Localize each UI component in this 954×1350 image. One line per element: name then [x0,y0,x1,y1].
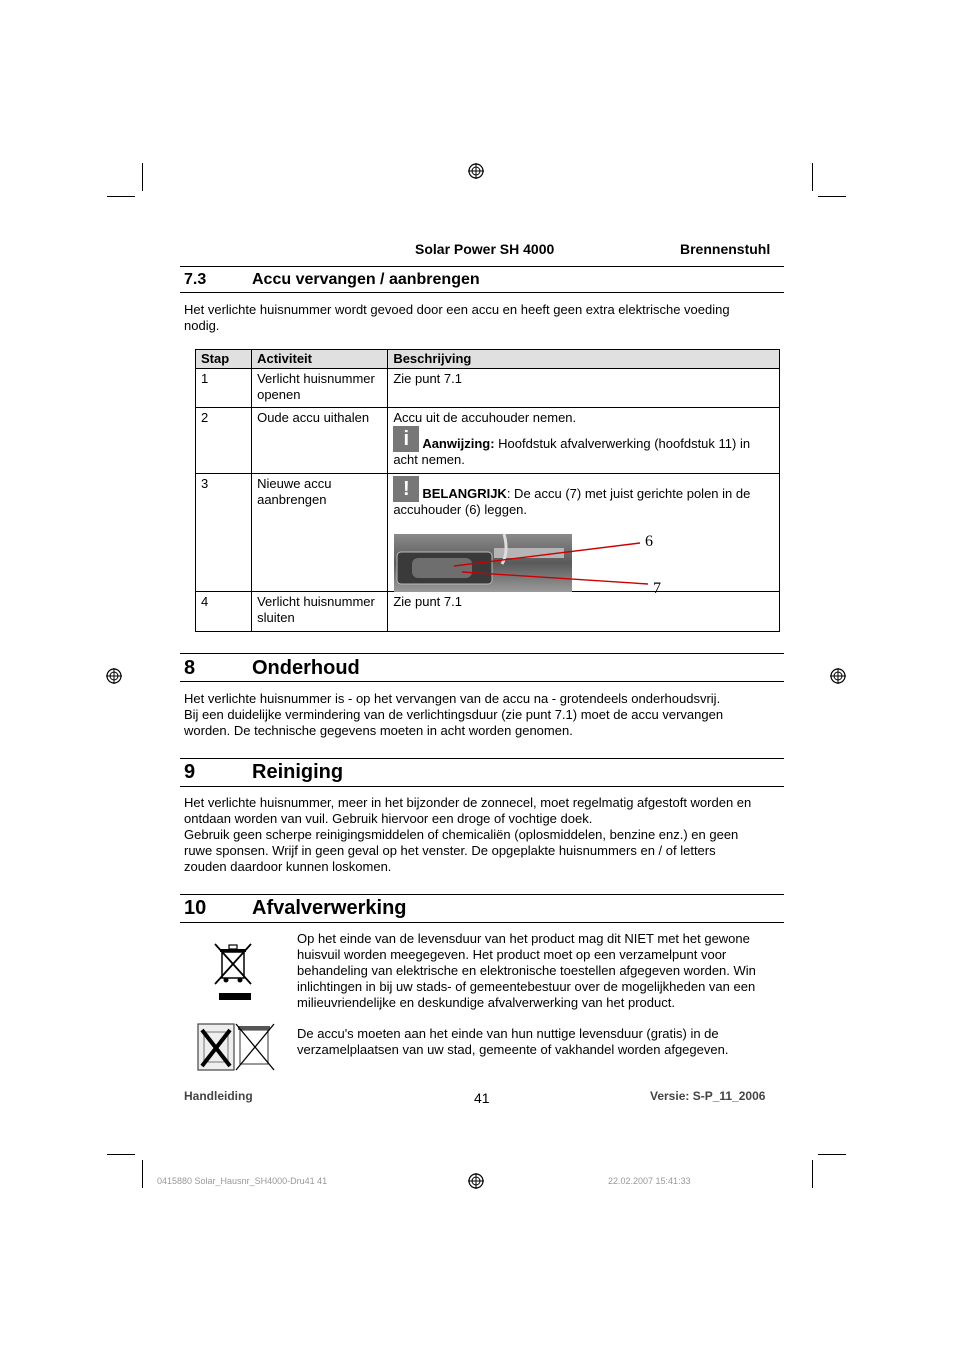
step-number: 4 [196,592,252,632]
section-rule [180,922,784,923]
table-row [196,592,780,632]
disposal-paragraph: Op het einde van de levensduur van het product mag dit NIET met het gewone huisvuil worden meegegeven. Het product moet op een verzamelpunt voor behandeling van elektrische en elektronische toestellen afgegeven worden. Win inlichtingen in bij uw stads- of gemeentebestuur over de mogelijkheden van een milieuvriendelijke en deskundige afvalverwerking van het product. [297,931,756,1010]
battery-disposal-paragraph: De accu's moeten aan het einde van hun nuttige levensduur (gratis) in de verzamelplaatsen van uw stad, gemeente of vakhandel worden afgegeven. [297,1026,729,1057]
weee-bin-icon [212,942,254,1002]
print-slug-timestamp: 22.02.2007 15:41:33 [608,1176,691,1186]
section-number: 7.3 [184,271,207,288]
table-header-cell: Beschrijving [388,350,780,369]
table-header-cell: Stap [196,350,252,369]
section-number: 10 [184,897,207,919]
footer-version: Versie: S-P_11_2006 [650,1089,766,1103]
note-text: : De accu (7) met juist gerichte polen in de accuhouder (6) leggen. [393,486,751,517]
step-number: 3 [196,474,252,592]
step-description: Accu uit de accuhouder nemen. i Aanwijzing: Hoofdstuk afvalverwerking (hoofdstuk 11) in acht nemen. [388,408,780,474]
callout-6-label: 6 [645,533,653,550]
section-title: Accu vervangen / aanbrengen [252,271,480,288]
note-label: BELANGRIJK [422,486,507,501]
section-rule [180,758,784,759]
warning-icon: ! [393,476,419,502]
note-label: Aanwijzing: [422,436,495,451]
section-title: Onderhoud [252,657,360,679]
step-activity: Verlicht huisnummer sluiten [252,592,388,632]
callout-7-label: 7 [653,580,661,597]
page-number: 41 [474,1090,490,1106]
header-brand: Brennenstuhl [680,241,771,257]
battery-photo [394,534,664,594]
section-rule [180,681,784,682]
registration-mark-icon [468,1173,484,1189]
crop-mark [818,1154,846,1155]
crop-mark [107,1154,135,1155]
crop-mark [818,196,846,197]
registration-mark-icon [106,668,122,684]
footer-manual: Handleiding [184,1089,253,1103]
table-row [196,408,780,474]
section-rule [180,894,784,895]
registration-mark-icon [468,163,484,179]
crop-mark [142,163,143,191]
header-rule [180,266,784,267]
print-slug: 0415880 Solar_Hausnr_SH4000-Dru41 41 [157,1176,328,1186]
step-activity: Oude accu uithalen [252,408,388,474]
section-rule [180,292,784,293]
section-rule [180,653,784,654]
note-text: Hoofdstuk afvalverwerking (hoofdstuk 11) in acht nemen. [393,436,751,467]
battery-disposal-icon [196,1022,276,1072]
info-icon: i [393,426,419,452]
crop-mark [107,196,135,197]
step-description: Zie punt 7.1 [388,369,780,408]
crop-mark [812,1160,813,1188]
section-body: Het verlichte huisnummer, meer in het bijzonder de zonnecel, moet regelmatig afgestoft worden en ontdaan worden van vuil. Gebruik hiervoor een droge of vochtige doek. Gebruik geen scherpe reinigingsmiddelen of chemicaliën (oplosmiddelen, benzine enz.) en geen ruwe sponsen. Wrijf in geen geval op het venster. De opgeplakte huisnummers en / of letters zouden daardoor kunnen loskomen. [184,795,752,874]
crop-mark [142,1160,143,1188]
step-activity: Nieuwe accu aanbrengen [252,474,388,592]
section-number: 8 [184,657,196,679]
header-product: Solar Power SH 4000 [415,241,555,257]
section-rule [180,786,784,787]
section-intro: Het verlichte huisnummer wordt gevoed door een accu en heeft geen extra elektrische voeding nodig. [184,302,730,333]
section-number: 9 [184,761,196,783]
step-number: 1 [196,369,252,408]
step-description: Zie punt 7.1 [388,592,780,632]
table-header-cell: Activiteit [252,350,388,369]
section-body: Het verlichte huisnummer is - op het vervangen van de accu na - grotendeels onderhoudsvrij. Bij een duidelijke vermindering van de verlichtingsduur (zie punt 7.1) moet de accu vervangen worden. De technische gegevens moeten in acht worden genomen. [184,691,724,738]
table-row [196,369,780,408]
crop-mark [812,163,813,191]
registration-mark-icon [830,668,846,684]
step-number: 2 [196,408,252,474]
step-activity: Verlicht huisnummer openen [252,369,388,408]
section-title: Reiniging [252,761,344,783]
table-header-row [196,350,780,369]
section-title: Afvalverwerking [252,897,407,919]
